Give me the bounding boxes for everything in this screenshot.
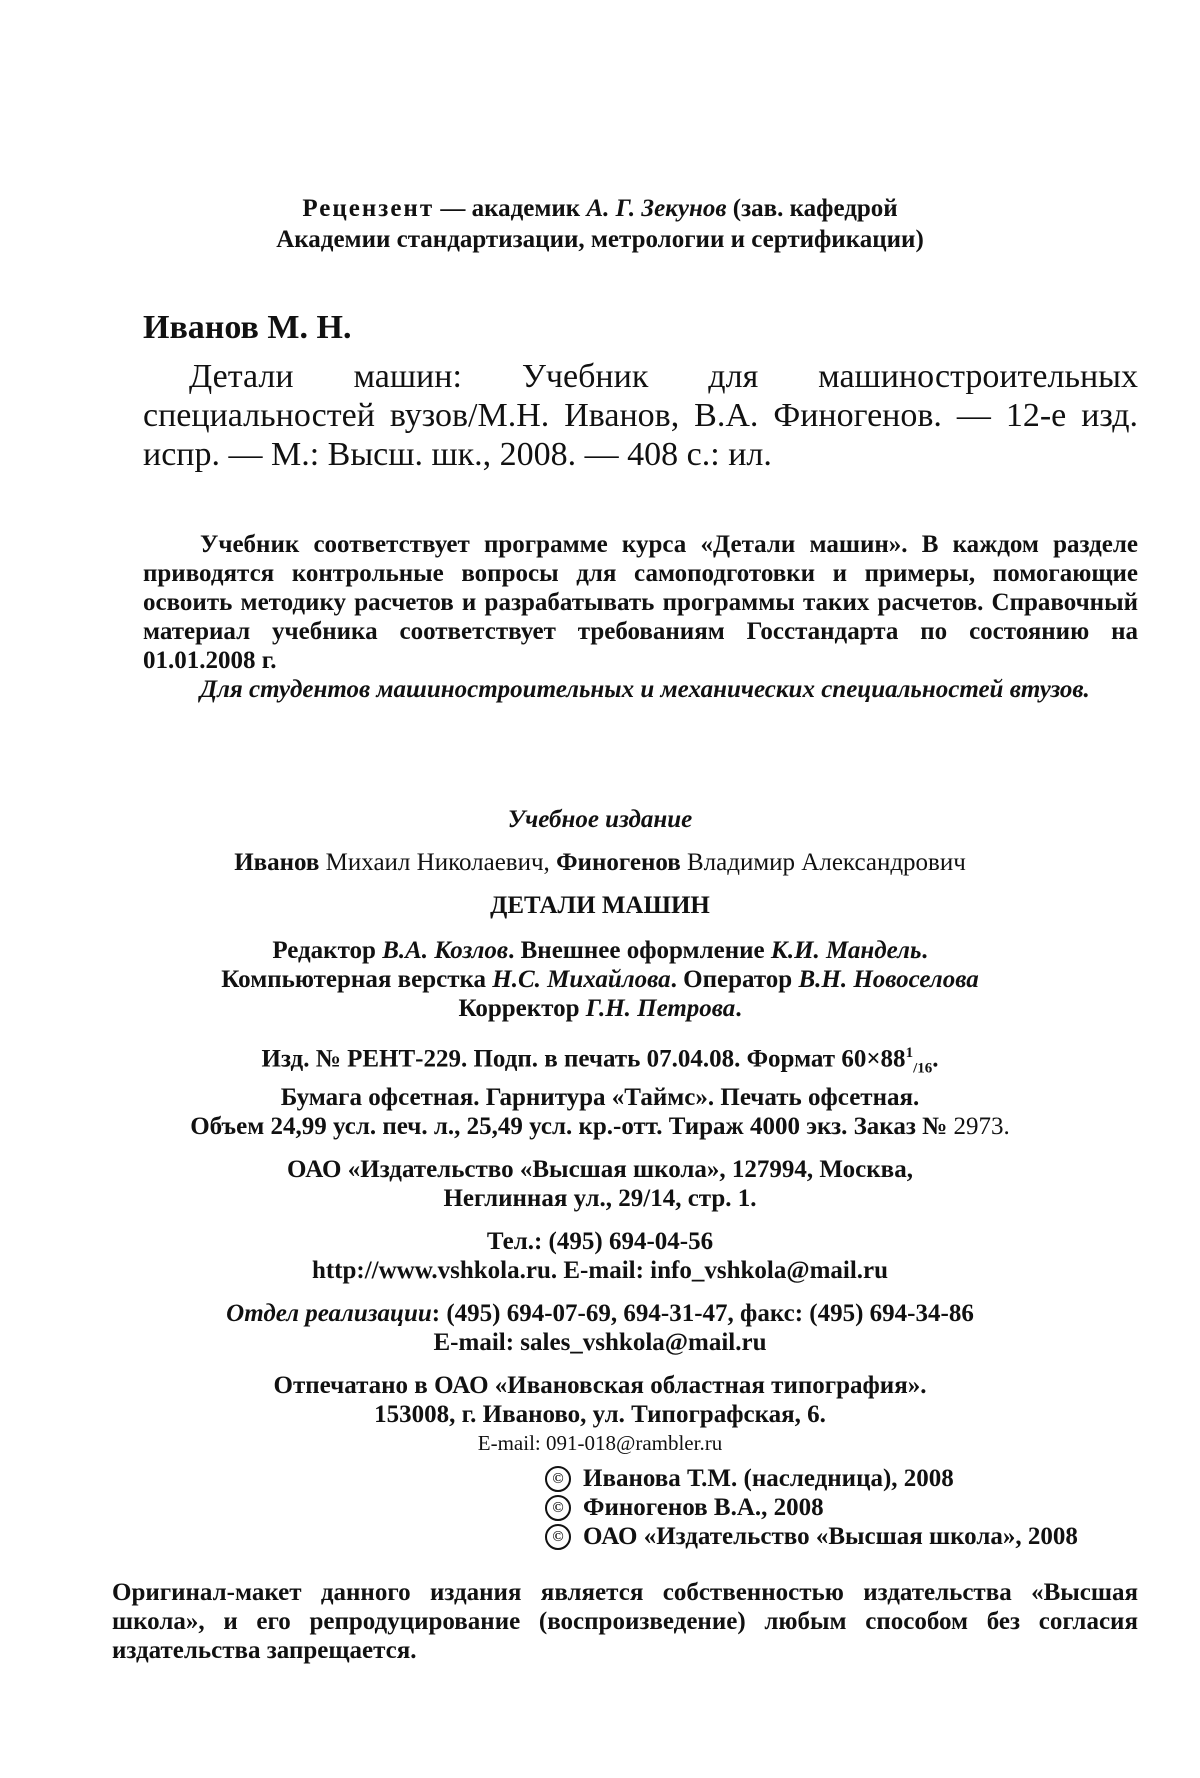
sales-label: Отдел реализации <box>226 1300 432 1328</box>
copyright-block <box>545 1464 1165 1551</box>
layout-name: Н.С. Михайлова <box>492 966 671 993</box>
imprint-block <box>0 805 1200 1458</box>
operator-label: . Оператор <box>670 966 799 993</box>
author1-surname: Иванов <box>234 849 320 876</box>
design-end: . <box>921 937 928 964</box>
reviewer-line-1 <box>0 193 1200 224</box>
layout-label: Компьютерная верстка <box>221 966 493 993</box>
format-sub: /16 <box>913 1060 933 1077</box>
pub-line-1 <box>0 1039 1200 1083</box>
pub-line-1-text: Изд. № РЕНТ-229. Подп. в печать 07.04.08. Формат 60×88 <box>261 1045 906 1073</box>
sales-phones: : (495) 694-07-69, 694-31-47, факс: (495) 694-34-86 <box>431 1300 974 1328</box>
printed-line-2: 153008, г. Иваново, ул. Типографская, 6. <box>374 1401 826 1429</box>
copyright-text: ОАО «Издательство «Высшая школа», 2008 <box>583 1523 1078 1550</box>
pub-line-3-text: Объем 24,99 усл. печ. л., 25,49 усл. кр.-отт. Тираж 4000 экз. Заказ № <box>190 1113 954 1141</box>
reviewer-block <box>0 193 1200 255</box>
annotation-text: Учебник соответствует программе курса «Детали машин». В каждом разделе приводятся контрольные вопросы для самоподготовки и примеры, помогающие освоить методику расчетов и разрабатывать программы таких расчетов. Справочный материал учебника соответствует требованиям Госстандарта по состоянию на 01.01.2008 г. <box>143 531 1138 674</box>
author2-names: Владимир Александрович <box>680 849 966 876</box>
editor-name: В.А. Козлов <box>382 937 509 964</box>
pub-line-2: Бумага офсетная. Гарнитура «Таймс». Печать офсетная. <box>280 1084 920 1112</box>
printed-line-1: Отпечатано в ОАО «Ивановская областная типография». <box>273 1372 927 1400</box>
copyright-icon: © <box>545 1495 571 1521</box>
editor-line <box>0 936 1200 965</box>
reviewer-name: А. Г. Зекунов <box>586 195 727 222</box>
copyright-icon: © <box>545 1524 571 1550</box>
reviewer-position: (зав. кафедрой <box>726 195 898 222</box>
full-authors <box>0 848 1200 877</box>
publisher-line-1: ОАО «Издательство «Высшая школа», 127994, Москва, <box>287 1156 913 1184</box>
corrector-name: Г.Н. Петрова <box>585 995 736 1022</box>
printer-email: E-mail: 091-018@rambler.ru <box>477 1431 723 1456</box>
publisher-line-2: Неглинная ул., 29/14, стр. 1. <box>443 1185 757 1213</box>
design-name: К.И. Мандель <box>770 937 922 964</box>
layout-line <box>0 965 1200 994</box>
rights-notice-text: Оригинал-макет данного издания является собственностью издательства «Высшая школа», и его репродуцирование (воспроизведение) любым способом без согласия издательства запрещается. <box>112 1579 1138 1664</box>
book-title: ДЕТАЛИ МАШИН <box>490 892 710 919</box>
operator-name: В.Н. Новоселова <box>798 966 979 993</box>
design-label: . Внешнее оформление <box>508 937 771 964</box>
editor-label: Редактор <box>272 937 383 964</box>
rights-notice <box>112 1578 1138 1665</box>
author-heading: Иванов М. Н. <box>143 309 352 346</box>
sales-line <box>0 1299 1200 1328</box>
order-number: 2973. <box>953 1113 1010 1141</box>
phone: Тел.: (495) 694-04-56 <box>486 1228 714 1256</box>
web-email: http://www.vshkola.ru. E-mail: info_vshkola@mail.ru <box>311 1257 889 1285</box>
author2-surname: Финогенов <box>556 849 681 876</box>
annotation-block <box>143 530 1138 704</box>
bibliographic-description: Детали машин: Учебник для машиностроительных специальностей вузов/М.Н. Иванов, В.А. Финогенов. — 12-е изд. испр. — М.: Высш. шк., 2008. — 408 с.: ил. <box>143 358 1138 473</box>
reviewer-label: Рецензент <box>302 195 435 222</box>
format-sup: 1 <box>905 1045 914 1061</box>
bibliographic-entry <box>143 308 1138 474</box>
sales-email: E-mail: sales_vshkola@mail.ru <box>433 1329 767 1357</box>
edition-type <box>0 805 1200 834</box>
copyright-icon: © <box>545 1466 571 1492</box>
pub-line-1-end: . <box>932 1045 939 1073</box>
annotation-audience: Для студентов машиностроительных и механических специальностей втузов. <box>200 676 1090 703</box>
corrector-line <box>0 994 1200 1023</box>
author1-names: Михаил Николаевич, <box>319 849 557 876</box>
copyright-row <box>545 1493 1165 1522</box>
reviewer-dash: — академик <box>434 195 587 222</box>
edition-type-text: Учебное издание <box>507 806 693 833</box>
corrector-end: . <box>735 995 742 1022</box>
copyright-text: Иванова Т.М. (наследница), 2008 <box>583 1465 954 1492</box>
copyright-text: Финогенов В.А., 2008 <box>583 1494 824 1521</box>
corrector-label: Корректор <box>458 995 586 1022</box>
copyright-row <box>545 1464 1165 1493</box>
reviewer-line-2: Академии стандартизации, метрологии и сертификации) <box>276 226 924 253</box>
copyright-row <box>545 1522 1165 1551</box>
pub-line-3 <box>0 1112 1200 1141</box>
